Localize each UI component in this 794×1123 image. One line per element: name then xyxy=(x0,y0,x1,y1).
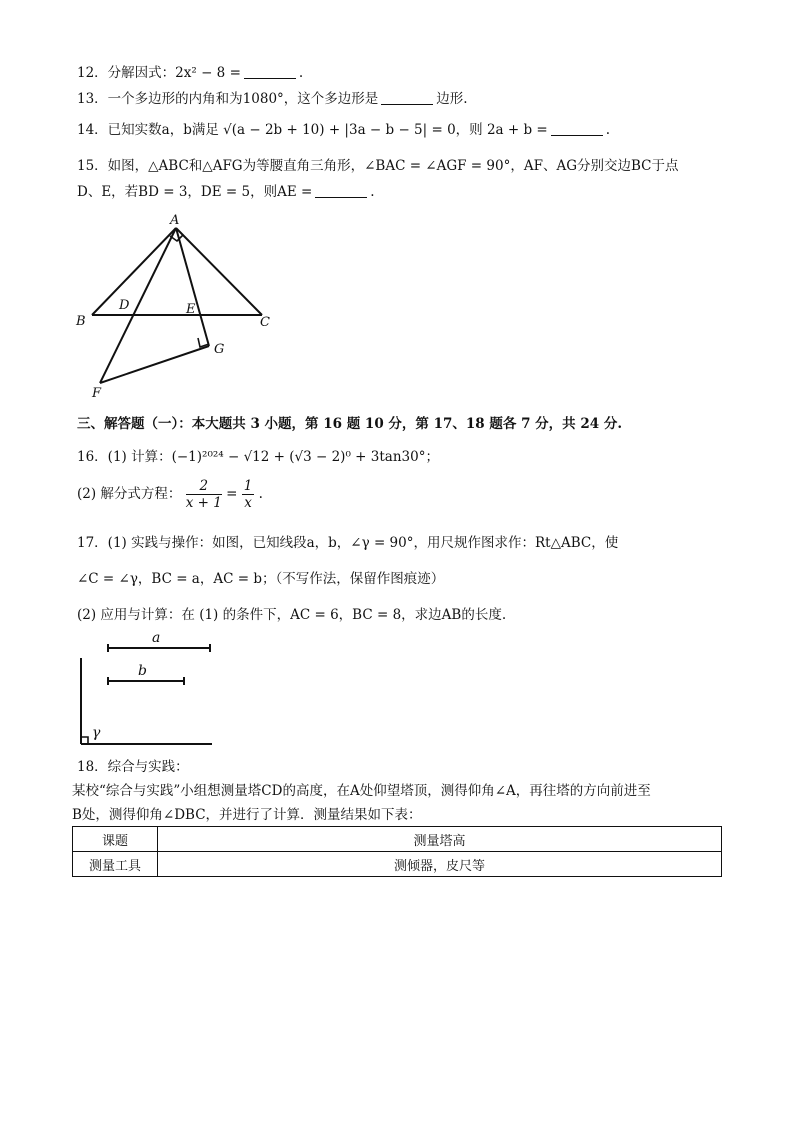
equals-sign: = xyxy=(226,486,238,502)
q16-2-text: (2) 解分式方程： xyxy=(77,486,182,502)
label-segment-b: b xyxy=(138,663,147,679)
label-d: D xyxy=(119,298,130,313)
q13-text-end: 边形. xyxy=(436,91,468,107)
label-c: C xyxy=(260,315,270,330)
right-angle-mark-gamma xyxy=(81,737,88,744)
label-b: B xyxy=(76,314,86,329)
q14-text: 14．已知实数a，b满足 √(a − 2b + 10) + |3a − b − 5| = 0，则 2a + b = xyxy=(77,122,548,138)
question-17-part1-line1: 17．(1) 实践与操作：如图，已知线段a，b，∠γ = 90°，用尺规作图求作：Rt△ABC，使 xyxy=(77,535,619,551)
table-cell-value: 测倾器，皮尺等 xyxy=(158,852,722,877)
figure-15-triangles xyxy=(72,208,278,398)
question-18-line2: B处，测得仰角∠DBC，并进行了计算．测量结果如下表： xyxy=(72,807,422,823)
question-17-part1-line2: ∠C = ∠γ，BC = a，AC = b；（不写作法，保留作图痕迹） xyxy=(77,571,445,587)
table-row xyxy=(73,852,722,877)
label-gamma: γ xyxy=(92,725,101,741)
question-16-part2 xyxy=(77,478,263,511)
table-cell-label: 测量工具 xyxy=(73,852,158,877)
question-12 xyxy=(77,63,303,83)
q15-end: . xyxy=(370,184,375,200)
question-18-line1: 某校“综合与实践”小组想测量塔CD的高度，在A处仰望塔顶，测得仰角∠A，再往塔的方向前进至 xyxy=(72,783,651,799)
q13-text: 13．一个多边形的内角和为1080°，这个多边形是 xyxy=(77,91,379,107)
section-3-heading: 三、解答题（一）：本大题共 3 小题，第 16 题 10 分，第 17、18 题各 7 分，共 24 分. xyxy=(77,416,623,432)
figure-17-segments xyxy=(72,628,217,750)
measurement-table xyxy=(72,826,722,877)
table-row xyxy=(73,827,722,852)
fraction-left-numerator: 2 xyxy=(186,478,222,495)
fraction-right-numerator: 1 xyxy=(243,478,253,494)
q12-answer-blank[interactable] xyxy=(244,64,296,79)
q14-end: . xyxy=(605,122,611,138)
question-15-line1: 15．如图，△ABC和△AFG为等腰直角三角形，∠BAC = ∠AGF = 90°，AF、AG分别交边BC于点 xyxy=(77,158,679,174)
q14-answer-blank[interactable] xyxy=(551,121,603,136)
fraction-right xyxy=(242,478,255,511)
question-18-title: 18．综合与实践： xyxy=(77,759,189,775)
segment-ab xyxy=(92,228,176,315)
q12-end: . xyxy=(298,65,304,81)
table-cell-label: 课题 xyxy=(73,827,158,852)
question-15-line2 xyxy=(77,182,375,202)
q13-answer-blank[interactable] xyxy=(381,90,433,105)
label-f: F xyxy=(92,386,102,398)
q15-answer-blank[interactable] xyxy=(315,183,367,198)
fraction-left-denominator: x + 1 xyxy=(185,495,222,511)
question-13 xyxy=(77,89,468,109)
question-14 xyxy=(77,120,610,140)
question-17-part2: (2) 应用与计算：在 (1) 的条件下，AC = 6，BC = 8，求边AB的长度. xyxy=(77,607,507,623)
label-g: G xyxy=(214,342,225,357)
label-a: A xyxy=(170,213,180,228)
q16-2-end: . xyxy=(258,486,263,502)
fraction-right-denominator: x xyxy=(244,495,252,511)
fraction-left xyxy=(186,478,222,511)
segment-af xyxy=(100,228,176,383)
q15-text: D、E，若BD = 3，DE = 5，则AE = xyxy=(77,184,313,200)
label-segment-a: a xyxy=(152,630,161,646)
table-cell-value: 测量塔高 xyxy=(158,827,722,852)
q12-text: 12．分解因式：2x² − 8 = xyxy=(77,65,241,81)
question-16-part1: 16．(1) 计算：(−1)²⁰²⁴ − √12 + (√3 − 2)⁰ + 3tan30°； xyxy=(77,449,439,465)
label-e: E xyxy=(186,302,196,317)
